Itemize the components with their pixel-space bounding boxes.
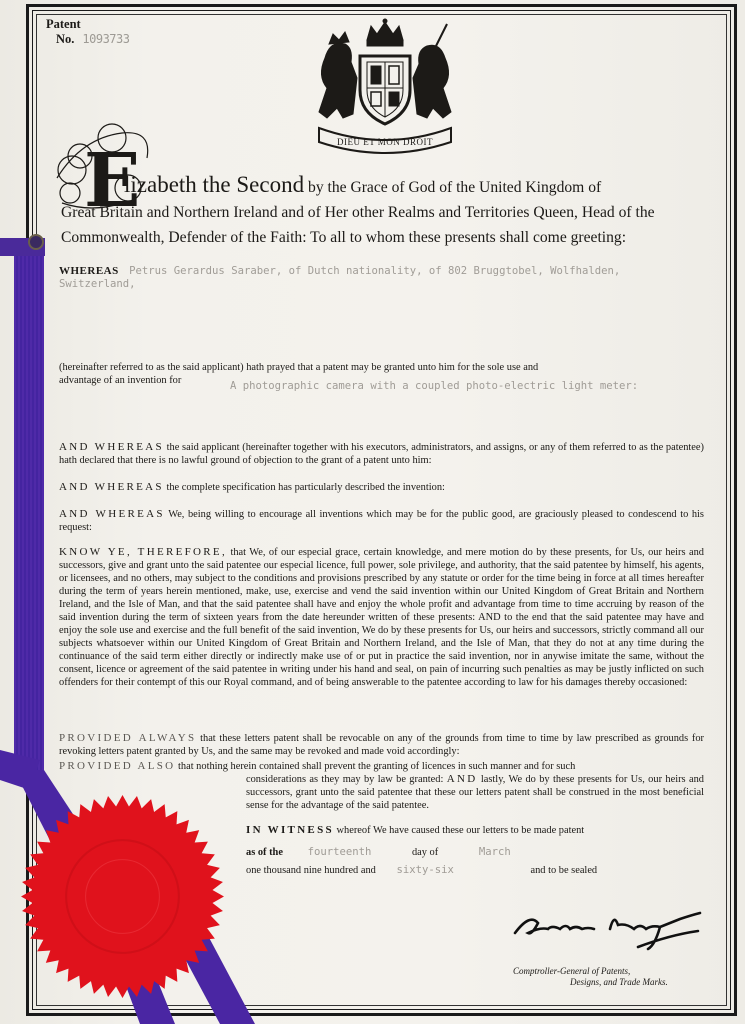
clause-text: the said applicant (hereinafter together with his executors, administrators, and assigns, or any of them referred to as the patentee) hath declared that there is no lawful ground of objection to the grant of a patent unto him: (59, 442, 704, 466)
provided-also-text-final: lastly, We do by these presents for Us, our heirs and successors, grant unto the said patentee that these our letters patent shall be construed in the most beneficial sense for the advantage of the said patentee. (246, 774, 704, 811)
know-ye-clause (59, 546, 704, 689)
preamble-line-2: Great Britain and Northern Ireland and of Her other Realms and Territories Queen, Head of the (61, 204, 655, 221)
clause-text: We, being willing to encourage all inventions which may be for the public good, are graciously pleased to condescend to his request: (59, 509, 704, 533)
and-lastly-label: AND (446, 773, 478, 785)
provided-also-label: PROVIDED ALSO (59, 760, 176, 772)
clause-and-whereas-1 (59, 441, 704, 467)
day-of-label: day of (411, 847, 439, 858)
clause-and-whereas-3 (59, 508, 704, 534)
applicant-details-line-2: Switzerland, (59, 278, 136, 290)
sealed-label: and to be sealed (530, 865, 598, 876)
provided-also-text: that nothing herein contained shall prevent the granting of licences in such manner and for such (178, 761, 576, 772)
prayer-line-2: advantage of an invention for (59, 375, 182, 386)
red-wax-seal-icon (20, 794, 225, 999)
preamble-initial-letter: E (84, 138, 141, 218)
in-witness-label: IN WITNESS (246, 824, 334, 836)
whereas-applicant-clause (59, 265, 704, 291)
provided-always-text: that these letters patent shall be revocable on any of the grounds from time to time by law prescribed as grounds for revoking letters patent granted by Us, and the same may be revoked and made void accordingly: (59, 733, 704, 757)
clause-label: AND WHEREAS (59, 508, 165, 520)
preamble-line-1 (61, 172, 711, 200)
preamble-line-1-rest: by the Grace of God of the United Kingdom of (308, 179, 602, 196)
comptroller-title-line-2: Designs, and Trade Marks. (570, 977, 668, 987)
know-ye-text: that We, of our especial grace, certain knowledge, and mere motion do by these presents, for Us, our heirs and successors, give and grant unto the said patentee our especial licence, full power, sole privilege, and authority, that the said patentee by himself, his agents, or licensees, and no others, may subject to the conditions and provisions prescribed by any statute or order for the time being in force at all times hereafter during the term of years herein mentioned, make, use, exercise and vend the said invention within our United Kingdom of Great Britain and Northern Ireland, and the Isle of Man, and that the said patentee shall have and enjoy the whole profit and advantage from time to time accruing by reason of the said invention during the term of sixteen years from the date hereunder written of these presents: AND to the end that the said patentee may have and enjoy the sole use and exercise and the full benefit of the said invention, We do by these presents for Us, our heirs and successors, strictly command all our subjects whatsoever within our United Kingdom of Great Britain and Northern Ireland, and the Isle of Man, that they do not at any time during the continuance of the said term either directly or indirectly make use of or put in practice the said invention, nor in anywise imitate the same, without the consent, licence or agreement of the said patentee in writing under his hand and seal, on pain of incurring such penalties as may be justly inflicted on such offenders for their contempt of this our Royal command, and of being answerable to the patentee according to law for his damages thereby occasioned: (59, 547, 704, 688)
date-line (246, 846, 706, 858)
purple-ribbon (14, 240, 44, 780)
clause-label: AND WHEREAS (59, 481, 164, 493)
whereas-label: WHEREAS (59, 265, 119, 277)
year-line (246, 864, 706, 876)
patent-label: Patent (46, 17, 81, 31)
as-of-label: as of the (246, 847, 283, 858)
provided-also-continuation (246, 773, 704, 812)
know-ye-label: KNOW YE, THEREFORE, (59, 546, 227, 558)
provided-always-label: PROVIDED ALWAYS (59, 732, 197, 744)
applicant-details-line-1: Petrus Gerardus Saraber, of Dutch nationality, of 802 Bruggtobel, Wolfhalden, (129, 265, 621, 277)
clause-and-whereas-2 (59, 481, 704, 494)
preamble-line-3: Commonwealth, Defender of the Faith: To all to whom these presents shall come greeting: (61, 229, 627, 246)
clause-text: the complete specification has particularly described the invention: (166, 482, 445, 493)
comptroller-title (513, 966, 668, 988)
clause-label: AND WHEREAS (59, 441, 164, 453)
provided-also-text-cont: considerations as they may by law be granted: (246, 774, 444, 785)
comptroller-title-line-1: Comptroller-General of Patents, (513, 966, 631, 976)
grant-month: March (478, 846, 511, 858)
comptroller-signature (510, 905, 710, 955)
patent-number: 1093733 (82, 32, 130, 46)
in-witness-text: whereof We have caused these our letters to be made patent (336, 825, 585, 836)
sovereign-name: lizabeth the Second (124, 172, 305, 197)
grant-year: sixty-six (396, 864, 454, 876)
year-prefix-label: one thousand nine hundred and (246, 865, 376, 876)
patent-number-row (56, 32, 129, 47)
ribbon-grommet-icon (28, 234, 44, 250)
crest-motto: DIEU ET MON DROIT (336, 137, 434, 147)
prayer-line-1: (hereinafter referred to as the said applicant) hath prayed that a patent may be granted unto him for the sole use and (59, 362, 539, 373)
invention-title: A photographic camera with a coupled photo-electric light meter: (230, 380, 639, 392)
in-witness-line (246, 824, 706, 836)
royal-preamble (61, 172, 711, 250)
grant-day: fourteenth (307, 846, 372, 858)
patent-no-label: No. (56, 32, 75, 46)
